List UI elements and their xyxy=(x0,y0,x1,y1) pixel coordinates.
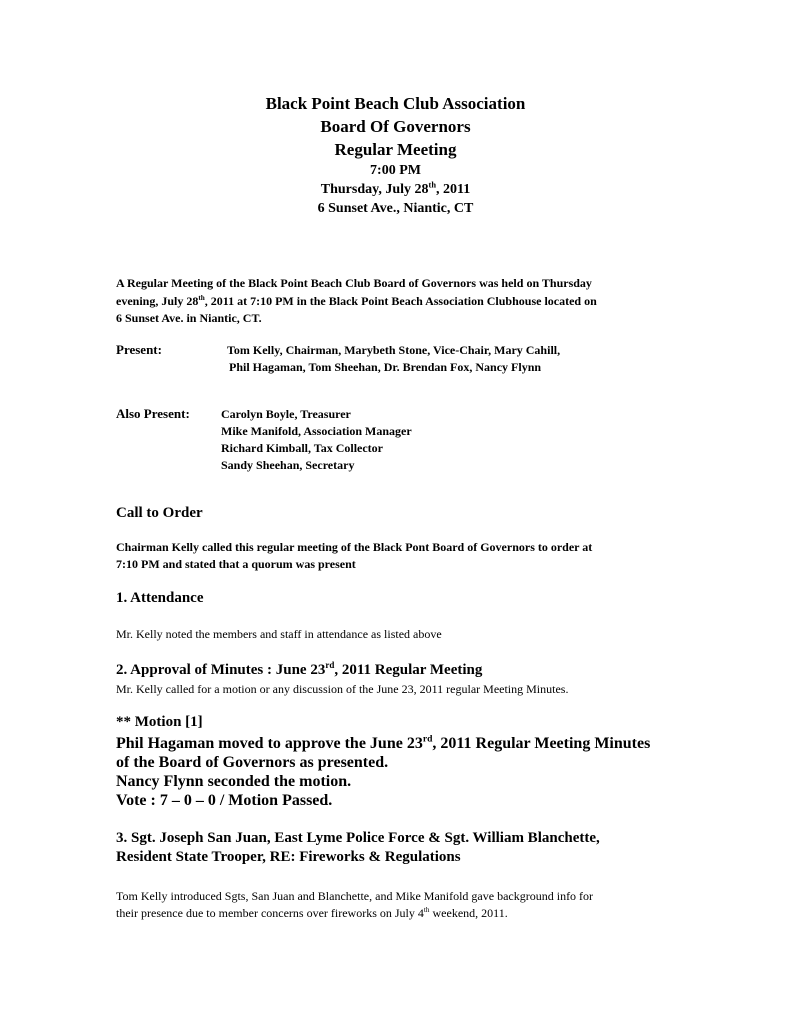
present-label: Present: xyxy=(116,342,162,357)
present-line-2: Phil Hagaman, Tom Sheehan, Dr. Brendan Fox, Nancy Flynn xyxy=(229,360,542,374)
motion-line-1 xyxy=(116,735,650,753)
section3-text-2-post: weekend, 2011. xyxy=(429,906,508,920)
motion-line-2: of the Board of Governors as presented. xyxy=(116,754,389,771)
section3-heading-line-2: Resident State Trooper, RE: Fireworks & Regulations xyxy=(116,849,461,865)
section3-heading-line-1: 3. Sgt. Joseph San Juan, East Lyme Police Force & Sgt. William Blanchette, xyxy=(116,830,600,846)
motion-heading: ** Motion [1] xyxy=(116,714,203,730)
intro-line-1: A Regular Meeting of the Black Point Beach Club Board of Governors was held on Thursday xyxy=(116,276,592,290)
meeting-date-pre: Thursday, July 28 xyxy=(320,182,429,197)
intro-line-3: 6 Sunset Ave. in Niantic, CT. xyxy=(116,311,262,325)
meeting-type-text: Regular Meeting xyxy=(334,140,457,159)
board-title-text: Board Of Governors xyxy=(320,117,471,136)
org-title xyxy=(0,94,791,114)
approval-heading-post: , 2011 Regular Meeting xyxy=(334,662,483,678)
section3-text-2-sup: th xyxy=(423,906,430,914)
meeting-time xyxy=(0,163,791,179)
section3-text-line-1: Tom Kelly introduced Sgts, San Juan and Blanchette, and Mike Manifold gave background info for xyxy=(116,889,594,903)
motion-line-1-post: , 2011 Regular Meeting Minutes xyxy=(432,735,651,752)
org-title-text: Black Point Beach Club Association xyxy=(265,94,526,113)
call-to-order-heading: Call to Order xyxy=(116,505,203,521)
section3-text-2-pre: their presence due to member concerns over fireworks on July 4 xyxy=(116,906,424,920)
intro-line-2 xyxy=(116,294,597,309)
meeting-date-post: , 2011 xyxy=(435,182,471,197)
intro-line-2-pre: evening, July 28 xyxy=(116,294,199,308)
present-line-1: Tom Kelly, Chairman, Marybeth Stone, Vice-Chair, Mary Cahill, xyxy=(227,343,561,357)
meeting-time-text: 7:00 PM xyxy=(370,163,421,178)
approval-heading-sup: rd xyxy=(325,660,335,670)
intro-line-2-post: , 2011 at 7:10 PM in the Black Point Beach Association Clubhouse located on xyxy=(204,294,597,308)
motion-line-1-pre: Phil Hagaman moved to approve the June 23 xyxy=(116,735,423,752)
motion-line-1-sup: rd xyxy=(422,733,433,745)
also-present-name-1: Carolyn Boyle, Treasurer xyxy=(221,407,351,421)
board-title xyxy=(0,117,791,137)
meeting-date-sup: th xyxy=(428,180,436,190)
call-to-order-line-2: 7:10 PM and stated that a quorum was present xyxy=(116,557,356,571)
attendance-heading: 1. Attendance xyxy=(116,590,204,606)
intro-line-2-sup: th xyxy=(198,294,205,302)
also-present-name-4: Sandy Sheehan, Secretary xyxy=(221,458,355,472)
motion-vote: Vote : 7 – 0 – 0 / Motion Passed. xyxy=(116,792,333,809)
approval-heading-pre: 2. Approval of Minutes : June 23 xyxy=(116,662,326,678)
meeting-location-text: 6 Sunset Ave., Niantic, CT xyxy=(317,201,474,216)
also-present-name-3: Richard Kimball, Tax Collector xyxy=(221,441,383,455)
meeting-location xyxy=(0,201,791,217)
approval-heading xyxy=(116,662,482,679)
section3-text-line-2 xyxy=(116,906,508,921)
call-to-order-line-1: Chairman Kelly called this regular meeting of the Black Pont Board of Governors to order at xyxy=(116,540,593,554)
also-present-name-2: Mike Manifold, Association Manager xyxy=(221,424,412,438)
approval-text: Mr. Kelly called for a motion or any discussion of the June 23, 2011 regular Meeting Minutes. xyxy=(116,682,569,696)
attendance-text: Mr. Kelly noted the members and staff in attendance as listed above xyxy=(116,627,442,641)
meeting-date xyxy=(0,182,791,198)
also-present-label: Also Present: xyxy=(116,406,190,421)
motion-line-3: Nancy Flynn seconded the motion. xyxy=(116,773,352,790)
meeting-type xyxy=(0,140,791,160)
